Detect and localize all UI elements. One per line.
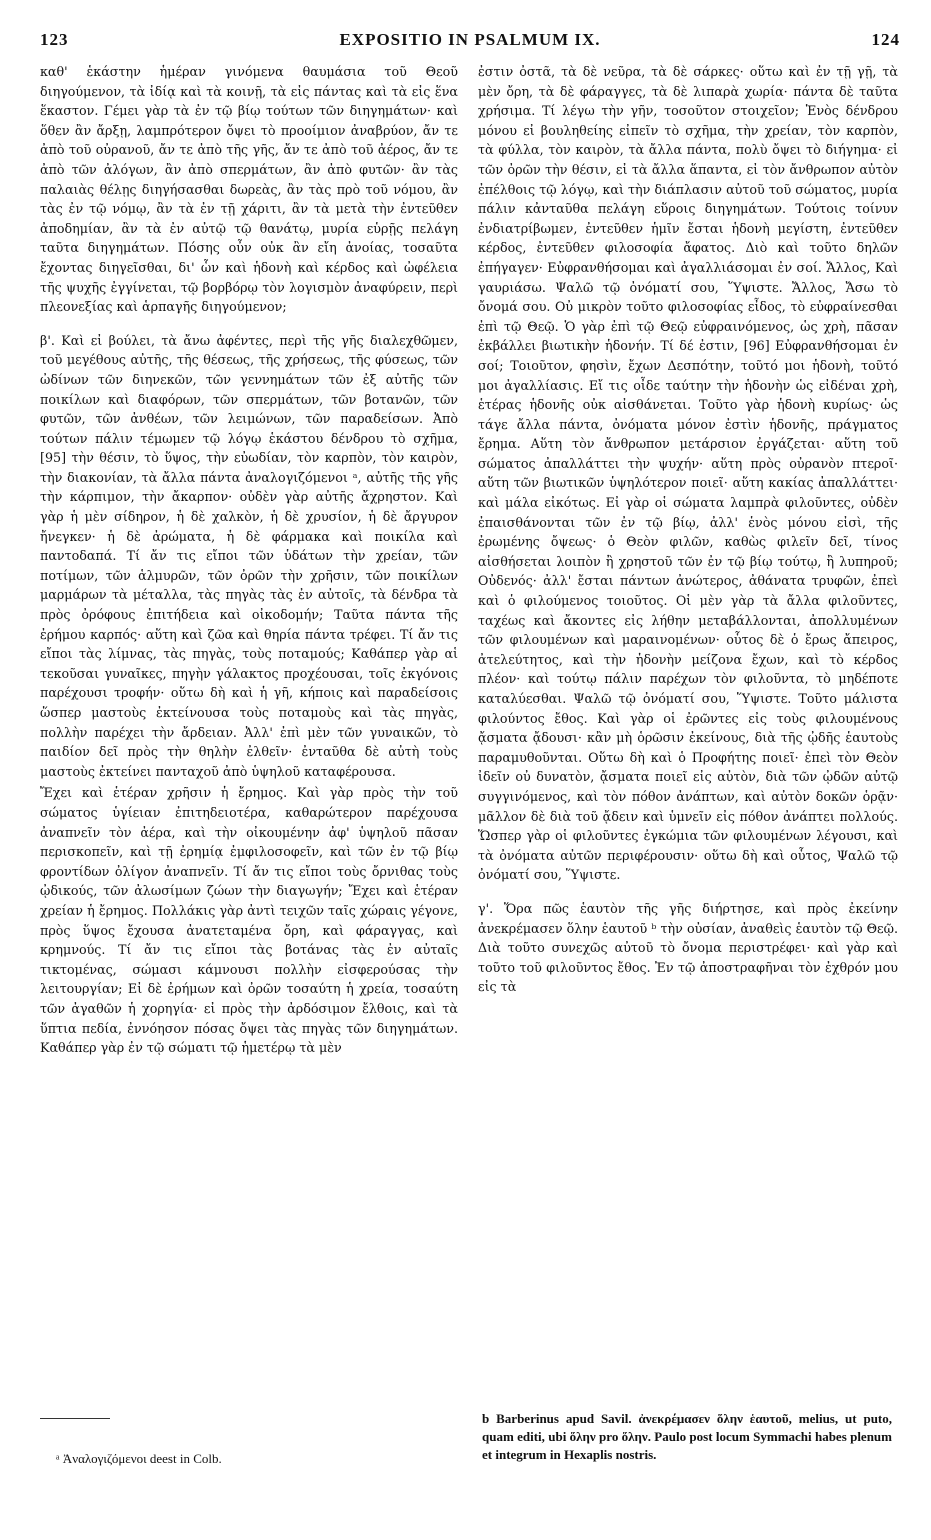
page-title: EXPOSITIO IN PSALMUM IX. bbox=[339, 30, 601, 49]
footnote-a: ᵃ Ἀναλογιζόμενοι deest in Colb. bbox=[56, 1451, 222, 1466]
left-page-number: 123 bbox=[40, 30, 69, 49]
right-column bbox=[478, 62, 898, 997]
footnote-b: b Barberinus apud Savil. ἀνεκρέμασεν ὅλην ἑαυτοῦ, melius, ut puto, quam editi, ubi ὅλην pro ὅλην. Paulo post locum Symmachi habes plenum et integrum in Hexaplis nostris. bbox=[482, 1411, 892, 1462]
paragraph: ἐστιν ὀστᾶ, τὰ δὲ νεῦρα, τὰ δὲ σάρκες· οὕτω καὶ ἐν τῇ γῇ, τὰ μὲν ὄρη, τὰ δὲ φάραγγες, τὰ δὲ λιπαρὰ χωρία· πάντα δὲ ταῦτα χρήσιμα. Τί λέγω τὴν γῆν, τοσοῦτον στοιχεῖον; Ἑνὸς δένδρου μόνου εἰ βουληθείης εἰπεῖν τὸ σχῆμα, τὴν χρείαν, τὸν καρπὸν, τὰ φύλλα, τὸν καιρὸν, τὰ ἄλλα πάντα, πολὺ ὄψει τὸ διήγημα· εἰ τῶν ὀρῶν τὴν θέσιν, εἰ τὰ ἄλλα ἅπαντα, εἰ τὸν ἄνθρωπον αὐτὸν ἐπέλθοις τῷ λόγῳ, καὶ τὴν διάπλασιν αὐτοῦ τοῦ σώματος, μυρία πάλιν κἀνταῦθα πελάγη εὕροις διηγημάτων. Τούτοις τοίνυν ἐνδιατρίβωμεν, ἐντεῦθεν ἡμῖν ἔσται ἡδονὴ μεγίστη, ἐντεῦθεν κέρδος, ἐντεῦθεν φιλοσοφία ἄφατος. Διὸ καὶ τοῦτο δηλῶν ἐπήγαγεν· Εὐφρανθήσομαι καὶ ἀγαλλιάσομαι ἐν σοί. Ἄλλος, Καὶ γαυριάσω. Ψαλῶ τῷ ὀνόματί σου, Ὕψιστε. Ἄλλος, Ἄσω τὸ ὄνομά σου. Οὐ μικρὸν τοῦτο φιλοσοφίας εἶδος, τὸ εὐφραίνεσθαι ἐπὶ τῷ Θεῷ. Ὁ γὰρ ἐπὶ τῷ Θεῷ εὐφραινόμενος, ὡς χρὴ, πᾶσαν ἐκβάλλει βιωτικὴν ἡδονήν. Τί δέ ἐστιν, [96] Εὐφρανθήσομαι ἐν σοί; Τοιοῦτον, φησὶν, ἔχων Δεσπότην, τοῦτό μοι ἡδονὴ, τοῦτό μοι ἀγαλλίασις. Εἴ τις οἶδε ταύτην τὴν ἡδονὴν ὡς εἰδέναι χρὴ, ἑτέρας ἡδονῆς οὐκ αἰσθάνεται. Τοῦτο γὰρ ἡδονὴ κυρίως· ὡς τάγε ἄλλα πάντα, ὀνόματα μόνον ἐστὶν ἡδονῆς, πράγματος ἔρημα. Αὕτη τὸν ἄνθρωπον μετάρσιον ἐργάζεται· αὕτη τοῦ σώματος ἀπαλλάττει τὴν ψυχήν· αὕτη πρὸς οὐρανὸν πτεροῖ· αὕτη τῶν βιωτικῶν ὑψηλότερον ποιεῖ· αὕτη κακίας ἀπαλλάττει· καὶ μάλα εἰκότως. Εἰ γὰρ οἱ σώματα λαμπρὰ φιλοῦντες, οὐδὲν ἐπαισθάνονται τῶν ἐν τῷ βίῳ, ἀλλ' ἑνὸς μόνου εἰσὶ, τῆς ἐρωμένης ὄψεως· ὁ Θεὸν φιλῶν, καθὼς φιλεῖν δεῖ, τίνος αἰσθήσεται λοιπὸν ἢ χρηστοῦ τῶν ἐν τῷ βίῳ τούτῳ, ἢ λυπηροῦ; Οὐδενός· ἀλλ' ἔσται πάντων ἀνώτερος, ἀθάνατα τρυφῶν, ἐπεὶ καὶ ὁ φιλούμενος τοιοῦτος. Οἱ μὲν γὰρ τὰ ἄλλα φιλοῦντες, ταχέως καὶ ἄκοντες εἰς λήθην μεταβάλλονται, ἀπολλυμένων τῶν φιλουμένων καὶ μαραινομένων· οὗτος δὲ ὁ ἔρως ἄπειρος, ἀτελεύτητος, καὶ τὴν ἡδονὴν μείζονα ἔχων, καὶ τὸ κέρδος πλέον· καὶ τούτῳ πάλιν παρέχων τὸν φιλοῦντα, τὸ μηδέποτε καταλύεσθαι. Ψαλῶ τῷ ὀνόματί σου, Ὕψιστε. Τοῦτο μάλιστα φιλούντος ἔθος. Καὶ γὰρ οἱ ἐρῶντες εἰς τοὺς φιλουμένους ᾄσματα ᾄδουσι· κἂν μὴ ὁρῶσιν ἐκείνους, διὰ τῆς ᾠδῆς ἑαυτοὺς παραμυθοῦνται. Οὕτω δὴ καὶ ὁ Προφήτης ποιεῖ· ἐπεὶ τὸν Θεὸν ἰδεῖν οὐ δυνατὸν, ᾄσματα ποιεῖ εἰς αὐτὸν, διὰ τῶν ᾠδῶν αὐτῷ συγγινόμενος, καὶ τὸν πόθον ἀνάπτων, καὶ αὐτὸν δοκῶν ὁρᾷν· μᾶλλον δὲ διὰ τοῦ ᾄδειν καὶ ὑμνεῖν εἰς πόθον ἀνάπτει πολλούς. Ὥσπερ γὰρ οἱ φιλοῦντες ἐγκώμια τῶν φιλουμένων λέγουσι, καὶ τὰ ὀνόματα αὐτῶν περιφέρουσιν· οὕτω δὴ καὶ οὗτος, Ψαλῶ τῷ ὀνόματί σου, Ὕψιστε. bbox=[478, 64, 898, 883]
footnote-divider bbox=[40, 1418, 110, 1419]
paragraph: γ'. Ὅρα πῶς ἑαυτὸν τῆς γῆς διήρτησε, καὶ πρὸς ἐκείνην ἀνεκρέμασεν ὅλην ἑαυτοῦ ᵇ τὴν οὐσίαν, ἀναθεὶς ἑαυτὸν τῷ Θεῷ. Διὰ τοῦτο συνεχῶς αὐτοῦ τὸ ὄνομα περιστρέφει· καὶ γὰρ καὶ τοῦτο τοῦ φιλοῦντος ἔθος. Ἐν τῷ ἀποστραφῆναι τὸν ἐχθρόν μου εἰς τὰ bbox=[478, 900, 898, 995]
paragraph: β'. Καὶ εἰ βούλει, τὰ ἄνω ἀφέντες, περὶ τῆς γῆς διαλεχθῶμεν, τοῦ μεγέθους αὐτῆς, τῆς θέσεως, τῆς χρήσεως, τῆς φύσεως, τῶν ὠδίνων τῶν διηνεκῶν, τῶν γεννημάτων τῶν ἐξ αὐτῆς τῶν ποικίλων καὶ διαφόρων, τῶν σπερμάτων, τῶν βοτανῶν, τῶν φυτῶν, τῶν ἀνθέων, τῶν λειμώνων, τῶν παραδείσων. Ἀπὸ τούτων πάλιν τέμωμεν τῷ λόγῳ ἑκάστου δένδρου τὸ σχῆμα, [95] τὴν θέσιν, τὸ ὕψος, τὴν εὐωδίαν, τὸν καρπὸν, τὸν καιρὸν, τὴν διακονίαν, τὰ ἄλλα πάντα ἀναλογιζόμενοι ᵃ, αὐτῆς τῆς γῆς τὴν κάρπιμον, τὴν ἄκαρπον· οὐδὲν γὰρ αὐτῆς ἄχρηστον. Καὶ γὰρ ἡ μὲν σίδηρον, ἡ δὲ χαλκὸν, ἡ δὲ χρυσίον, ἡ δὲ ἄργυρον ἤνεγκεν· ἡ δὲ ἀρώματα, ἡ δὲ φάρμακα καὶ ποικίλα καὶ παντοδαπά. Τί ἄν τις εἴποι τῶν ὑδάτων τὴν χρείαν, τῶν ποτίμων, τῶν ἁλμυρῶν, τῶν ὀρῶν τὴν χρῆσιν, τῶν ποικίλων μαρμάρων τὰ μέταλλα, τὰς πηγὰς τὰς ἐν αὐτοῖς, τὰ δένδρα τὰ πρὸς ὀρόφους ἐπιτήδεια καὶ οἰκοδομήν; Ταῦτα πάντα τῆς ἐρήμου καρπός· αὕτη καὶ ζῶα καὶ θηρία πάντα τρέφει. Τί ἄν τις εἴποι τὰς λίμνας, τὰς πηγὰς, τοὺς ποταμούς; Καθάπερ γὰρ αἱ τεκοῦσαι γυναῖκες, πηγὴν γάλακτος προχέουσαι, τοῖς ἐκγόνοις παρέχουσι τροφήν· οὕτω δὴ καὶ ἡ γῆ, κήποις καὶ παραδείσοις ὥσπερ μαστοὺς ἐκτείνουσα τοὺς ποταμοὺς καὶ τὰς πηγὰς, πολλὴν παρέχει τὴν ἄρδειαν. Ἀλλ' ἐπὶ μὲν τῶν γυναικῶν, τὸ παιδίον δεῖ πρὸς τὴν θηλὴν ἐλθεῖν· ἐνταῦθα δὲ αὐτὴ τοὺς μαστοὺς ἐκτείνει πανταχοῦ ἀπὸ ὑψηλοῦ καταφέρουσα. bbox=[40, 332, 458, 779]
right-page-number: 124 bbox=[871, 30, 900, 49]
left-column bbox=[40, 62, 458, 1058]
paragraph: καθ' ἑκάστην ἡμέραν γινόμενα θαυμάσια τοῦ Θεοῦ διηγούμενον, τὰ ἰδίᾳ καὶ τὰ κοινῇ, τὰ εἰς πάντας καὶ τὰ εἰς ἕνα ἕκαστον. Γέμει γὰρ τὰ ἐν τῷ βίῳ τούτων τῶν διηγημάτων· καὶ ὅθεν ἂν ἄρξῃ, λαμπρότερον ὄψει τὸ προοίμιον ἀναβρύον, ἄν τε ἀπὸ τοῦ οὐρανοῦ, ἄν τε ἀπὸ τῆς γῆς, ἄν τε ἀπὸ τοῦ ἀέρος, ἄν τε ἀπὸ τῶν ἀλόγων, ἂν ἀπὸ σπερμάτων, ἂν ἀπὸ φυτῶν· ἂν τὰς παλαιὰς θέλῃς διηγήσασθαι δωρεὰς, ἂν τὰς πρὸ τοῦ νόμου, ἂν τὰς ἐν τῷ νόμῳ, ἂν τὰ ἐν τῇ χάριτι, ἂν τὰ μετὰ τὴν ἐντεῦθεν ἀποδημίαν, ἂν τὰ ἐν αὐτῷ τῷ θανάτῳ, μυρία εὑρῇς πελάγη ταῦτα διηγημάτων. Πόσης οὖν οὐκ ἂν εἴη ἀνοίας, τοσαῦτα ἔχοντας διηγεῖσθαι, δι' ὧν καὶ ἡδονὴ καὶ κέρδος καὶ ὠφέλεια τῆς ψυχῆς ἐγγίνεται, τῷ βορβόρῳ τὸν λογισμὸν ἀναφύρειν, περὶ πλεονεξίας καὶ ἁρπαγῆς διηγούμενον; bbox=[40, 64, 458, 315]
running-head bbox=[40, 30, 900, 54]
paragraph: Ἔχει καὶ ἑτέραν χρῆσιν ἡ ἔρημος. Καὶ γὰρ πρὸς τὴν τοῦ σώματος ὑγίειαν ἐπιτηδειοτέρα, καθαρώτερον παρέχουσα ἀναπνεῖν τὸν ἀέρα, καὶ τὴν οἰκουμένην ἀφ' ὑψηλοῦ πᾶσαν περισκοπεῖν, καὶ τῇ ἐρημίᾳ ἐμφιλοσοφεῖν, καὶ τῶν ἐν τῷ βίῳ φροντίδων ὀλίγον ἀναπνεῖν. Τί ἄν τις εἴποι τοὺς ὄρνιθας τοὺς ᾠδικούς, τῶν ἀλωσίμων ζώων τὴν διαγωγήν; Ἔχει καὶ ἑτέραν χρείαν ἡ ἔρημος. Πολλάκις γὰρ ἀντὶ τειχῶν ταῖς χώραις γέγονε, πρὸς ὕψος ἔχουσα ἀνατεταμένα ὄρη, καὶ φάραγγας, καὶ κρημνούς. Τί ἄν τις εἴποι τὰς βοτάνας τὰς ἐν αὐταῖς τικτομένας, σώμασι κάμνουσι πολλὴν εἰσφερούσας τὴν λειτουργίαν; Εἰ δὲ ἐρήμων καὶ ὀρῶν τοσαύτη ἡ χρεία, τοσαύτη τῶν ἀγαθῶν ἡ χορηγία· εἰ πρὸς τὴν ἀρδόσιμον ἔλθοις, καὶ τὰ ὕπτια πεδία, ἐννόησον πόσας ὄψει τὰς πηγὰς τῶν διηγημάτων. Καθάπερ γὰρ ἐν τῷ σώματι τῷ ἡμετέρῳ τὰ μὲν bbox=[40, 785, 458, 1056]
